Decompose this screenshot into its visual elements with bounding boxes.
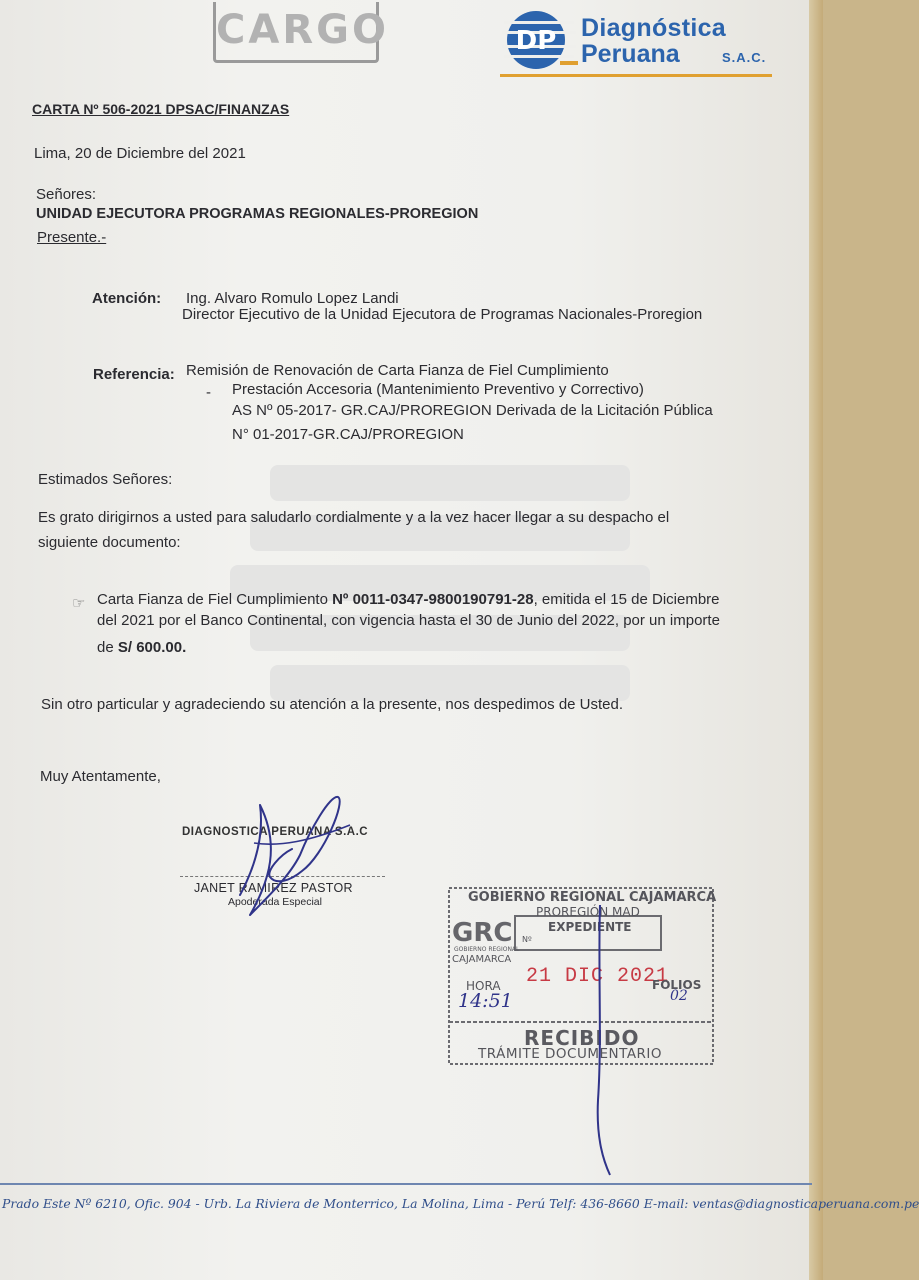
attention-name: Ing. Alvaro Romulo Lopez Landi [186,290,399,307]
stamp-hora-label: HORA [466,979,501,993]
signature-role: Apoderada Especial [228,896,322,908]
logo-name-line1: Diagnóstica [581,14,726,42]
cargo-stamp: CARGO [213,2,379,63]
farewell: Muy Atentamente, [40,768,161,785]
signature-name: JANET RAMIREZ PASTOR [194,881,353,895]
recipient: UNIDAD EJECUTORA PROGRAMAS REGIONALES-PROREGION [36,206,479,222]
stamp-line1: GOBIERNO REGIONAL CAJAMARCA [468,890,717,905]
bullet-line3: de S/ 600.00. [97,639,187,656]
logo-name-line2: Peruana [581,40,680,68]
stamp-logo: GRC [452,918,513,948]
reference-line4: N° 01-2017-GR.CAJ/PROREGION [232,426,464,443]
stamp-hora-value: 14:51 [458,990,513,1012]
reference-line2: Prestación Accesoria (Mantenimiento Preventivo y Correctivo) [232,381,644,398]
stamp-no-label: Nº [522,935,532,944]
salutation: Señores: [36,186,97,203]
blue-pen-stroke [580,900,620,1180]
attention-label: Atención: [92,290,162,307]
stamp-tramite: TRÁMITE DOCUMENTARIO [478,1046,663,1062]
company-logo-icon [500,8,578,72]
body-line2: siguiente documento: [38,534,181,551]
footer-address: Prado Este Nº 6210, Ofic. 904 - Urb. La Riviera de Monterrico, La Molina, Lima - Perú Telf: 436-8660 E-mail: ventas@diagnosticaperuana.com.pe [2,1196,919,1211]
watermark-logo [230,455,710,725]
background-edge [809,0,823,1280]
reference-line1: Remisión de Renovación de Carta Fianza de Fiel Cumplimiento [186,362,609,379]
body-line1: Es grato dirigirnos a usted para saludarlo cordialmente y a la vez hacer llegar a su despacho el [38,509,670,526]
stamp-recibido: RECIBIDO [524,1026,640,1050]
presente: Presente.- [37,229,107,246]
reference-line3: AS Nº 05-2017- GR.CAJ/PROREGION Derivada de la Licitación Pública [232,402,713,419]
letter-reference-number: CARTA Nº 506-2021 DPSAC/FINANZAS [32,101,290,117]
closing: Sin otro particular y agradeciendo su atención a la presente, nos despedimos de Usted. [41,696,624,713]
reference-label: Referencia: [93,366,175,383]
stamp-line2: PROREGIÓN MAD [536,905,640,919]
letter-date: Lima, 20 de Diciembre del 2021 [34,145,246,162]
stamp-received-date: 21 DIC 2021 [526,965,670,988]
signature-company: DIAGNOSTICA PERUANA S.A.C [182,826,369,838]
attention-title: Director Ejecutivo de la Unidad Ejecutora de Programas Nacionales-Proregion [182,306,703,323]
stamp-expediente-label: EXPEDIENTE [548,920,632,934]
reference-dash: - [206,384,211,401]
handwritten-signature [220,785,370,925]
stamp-folios-label: FOLIOS [652,978,702,992]
bullet-line1: Carta Fianza de Fiel Cumplimiento Nº 0011-0347-9800190791-28, emitida el 15 de Diciembre [97,591,720,608]
footer-rule [0,1183,812,1185]
stamp-logo-sub1: GOBIERNO REGIONAL [454,946,520,953]
pointing-hand-icon: ☞ [72,595,86,612]
greeting: Estimados Señores: [38,471,173,488]
svg-text:DP: DP [515,26,557,56]
bullet-line2: del 2021 por el Banco Continental, con vigencia hasta el 30 de Junio del 2022, por un importe [97,612,720,629]
logo-underline [500,74,772,77]
stamp-logo-sub2: CAJAMARCA [452,954,512,965]
logo-suffix: S.A.C. [722,50,767,65]
stamp-folios-value: 02 [670,988,688,1004]
